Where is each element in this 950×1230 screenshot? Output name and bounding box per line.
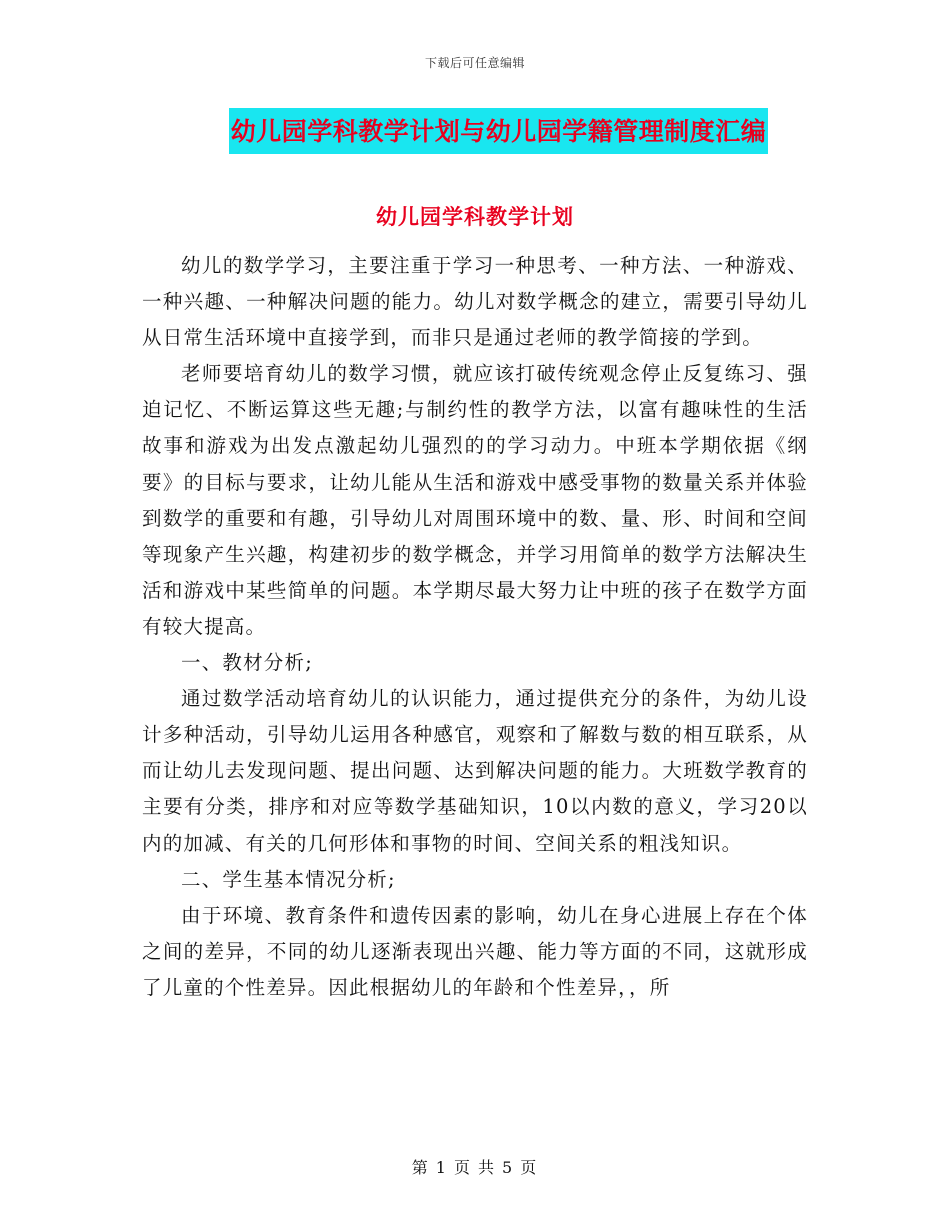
footer-total-unit: 页 — [520, 1158, 539, 1177]
document-title-wrapper — [0, 108, 950, 154]
footer-page-number: 1 — [435, 1158, 448, 1177]
section-title: 幼儿园学科教学计划 — [376, 204, 574, 229]
body-text — [142, 248, 808, 1006]
footer-total-prefix: 共 — [478, 1158, 497, 1177]
paragraph: 老师要培育幼儿的数学习惯，就应该打破传统观念停止反复练习、强迫记忆、不断运算这些无趣;与制约性的教学方法，以富有趣味性的生活故事和游戏为出发点激起幼儿强烈的的学习动力。中班本学期依据《纲要》的目标与要求，让幼儿能从生活和游戏中感受事物的数量关系并体验到数学的重要和有趣，引导幼儿对周围环境中的数、量、形、时间和空间等现象产生兴趣，构建初步的数学概念，并学习用简单的数学方法解决生活和游戏中某些简单的问题。本学期尽最大努力让中班的孩子在数学方面有较大提高。 — [142, 362, 808, 638]
paragraph-heading: 二、学生基本情况分析; — [181, 867, 396, 891]
paragraph: 通过数学活动培育幼儿的认识能力，通过提供充分的条件，为幼儿设计多种活动，引导幼儿运用各种感官，观察和了解数与数的相互联系，从而让幼儿去发现问题、提出问题、达到解决问题的能力。大班数学教育的主要有分类，排序和对应等数学基础知识，10以内数的意义，学习20以内的加减、有关的几何形体和事物的时间、空间关系的粗浅知识。 — [142, 687, 808, 855]
footer-page-unit: 页 — [453, 1158, 472, 1177]
document-title: 幼儿园学科教学计划与幼儿园学籍管理制度汇编 — [229, 108, 769, 154]
page-footer — [0, 1155, 950, 1178]
paragraph: 由于环境、教育条件和遗传因素的影响，幼儿在身心进展上存在个体之间的差异，不同的幼儿逐渐表现出兴趣、能力等方面的不同，这就形成了儿童的个性差异。因此根据幼儿的年龄和个性差异，，所 — [142, 903, 808, 999]
footer-total-pages: 5 — [502, 1158, 515, 1177]
header-note: 下载后可任意编辑 — [424, 56, 525, 70]
footer-prefix: 第 — [411, 1158, 430, 1177]
paragraph: 幼儿的数学学习，主要注重于学习一种思考、一种方法、一种游戏、一种兴趣、一种解决问题的能力。幼儿对数学概念的建立，需要引导幼儿从日常生活环境中直接学到，而非只是通过老师的教学简接的学到。 — [142, 254, 808, 350]
paragraph-heading: 一、教材分析; — [181, 651, 313, 675]
